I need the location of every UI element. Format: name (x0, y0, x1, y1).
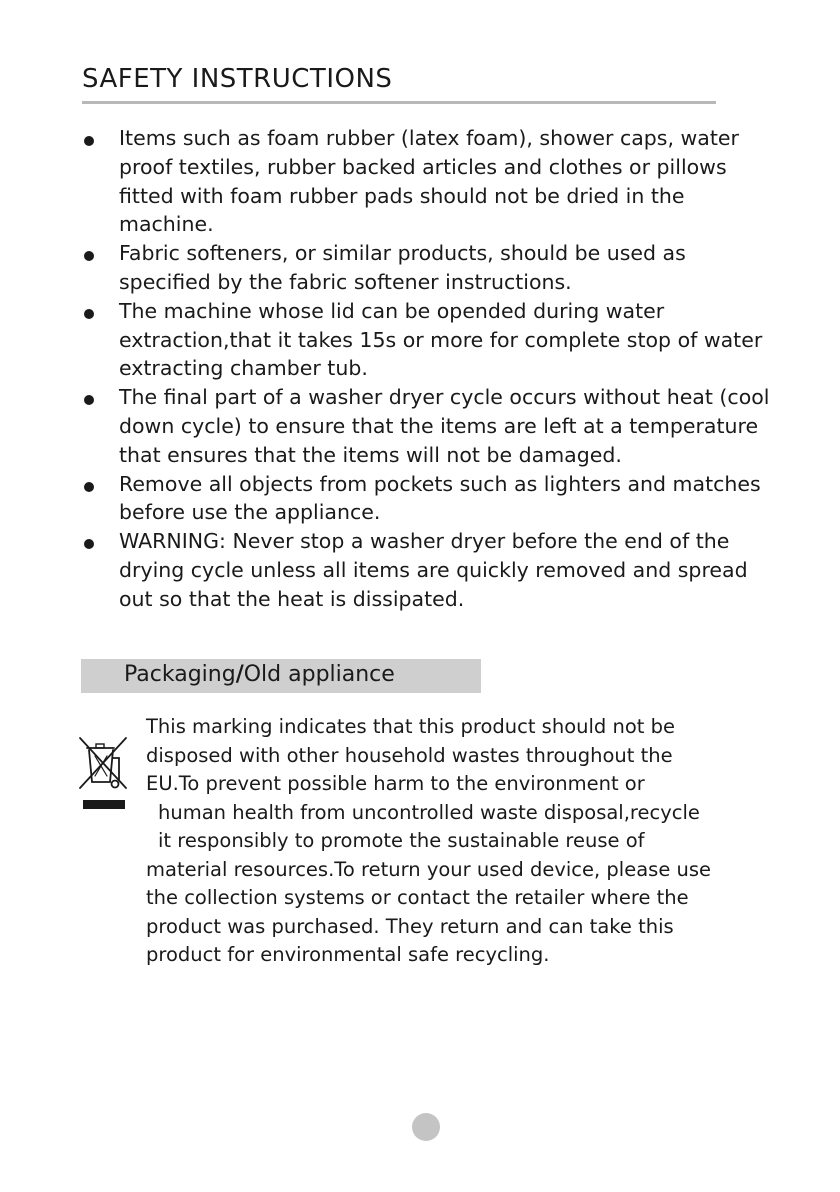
title-underline (82, 101, 716, 104)
page-number-marker (412, 1113, 440, 1141)
page-title: SAFETY INSTRUCTIONS (82, 64, 393, 94)
bullet-dot-icon (84, 395, 94, 405)
bullet-text: Remove all objects from pockets such as lighters and matches before use the appliance. (119, 471, 761, 525)
safety-bullet-list (80, 124, 770, 614)
weee-text-line: material resources.To return your used device, please use (146, 857, 712, 881)
bullet-text: Fabric softeners, or similar products, should be used as specified by the fabric softener instructions. (119, 241, 686, 294)
bullet-dot-icon (84, 251, 94, 261)
section-title-part2: Old appliance (243, 662, 395, 687)
bullet-text: Items such as foam rubber (latex foam), shower caps, water proof textiles, rubber backed articles and clothes or pillows fitted with foam rubber pads should not be dried in the machine. (119, 126, 739, 237)
bullet-item (80, 239, 770, 297)
section-title-slash: / (235, 662, 244, 687)
weee-text-line: disposed with other household wastes throughout the (146, 743, 673, 767)
bullet-item (80, 527, 770, 613)
bullet-item (80, 383, 770, 469)
bullet-text: The final part of a washer dryer cycle occurs without heat (cool down cycle) to ensure that the items are left at a temperature that ensures that the items will not be damaged. (119, 385, 770, 467)
weee-text-line: product was purchased. They return and can take this (146, 914, 674, 938)
bullet-item (80, 124, 770, 239)
weee-text-line: it responsibly to promote the sustainable reuse of (158, 829, 645, 852)
weee-paragraph (146, 713, 776, 970)
weee-text-line: This marking indicates that this product should not be (146, 715, 675, 738)
weee-text-line: product for environmental safe recycling. (146, 943, 550, 966)
weee-text-line: human health from uncontrolled waste disposal,recycle (158, 800, 700, 824)
bullet-dot-icon (84, 539, 94, 549)
section-header-packaging (81, 659, 481, 693)
bullet-dot-icon (84, 136, 94, 146)
bullet-item (80, 297, 770, 383)
bullet-dot-icon (84, 482, 94, 492)
section-title-part1: Packaging (124, 662, 236, 687)
bullet-dot-icon (84, 309, 94, 319)
bullet-item (80, 470, 770, 528)
weee-text-line: the collection systems or contact the retailer where the (146, 886, 689, 909)
bullet-text: The machine whose lid can be opended during water extraction,that it takes 15s or more for complete stop of water extracting chamber tub. (119, 298, 763, 381)
bullet-text: WARNING: Never stop a washer dryer before the end of the drying cycle unless all items are quickly removed and spread out so that the heat is dissipated. (119, 529, 748, 611)
crossed-out-wheelie-bin-icon (79, 736, 131, 814)
section-title (124, 662, 395, 687)
weee-text-line: EU.To prevent possible harm to the environment or (146, 772, 645, 795)
